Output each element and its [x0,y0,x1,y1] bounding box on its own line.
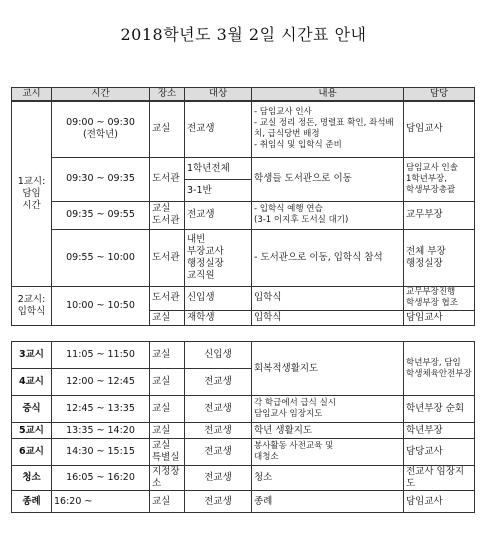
time-cell: 12:00 ~ 12:45 [52,369,150,396]
header-charge: 담당 [404,88,475,102]
content-cell: - 담임교사 인사 - 교실 정리 정돈, 명렬표 확인, 좌석배치, 급식당번 배정 - 취임식 및 입학식 준비 [252,101,404,157]
charge-cell: 담임교사 [404,101,475,157]
header-period: 교시 [12,88,52,102]
table-row [12,396,475,423]
time-cell: 12:45 ~ 13:35 [52,396,150,423]
charge-cell: 전체 부장 행정실장 [404,229,475,286]
time-cell: 16:20 ~ [52,491,150,513]
time-cell: 13:35 ~ 14:20 [52,423,150,439]
place-cell: 교실 [150,342,185,369]
place-cell: 교실 [150,396,185,423]
target-cell: 전교생 [185,491,252,513]
charge-cell: 담임교사 인솔 1학년부장, 학생부장총괄 [404,157,475,201]
period-cell: 4교시 [12,369,52,396]
place-cell: 교실 [150,369,185,396]
content-cell: 회복적생활지도 [252,342,404,396]
period-cell: 종례 [12,491,52,513]
target-cell: 전교생 [185,101,252,157]
place-cell: 교실 [150,423,185,439]
place-cell: 교실 [150,310,185,325]
table-row [12,286,475,310]
target-sub-b: 3-1반 [187,184,212,196]
schedule-table-afternoon [11,341,475,513]
page-title: 2018학년도 3월 2일 시간표 안내 [120,25,367,44]
target-cell: 신입생 [185,342,252,369]
target-cell: 재학생 [185,310,252,325]
content-cell: 각 학급에서 급식 실시 담임교사 임장지도 [252,396,404,423]
content-cell: 청소 [252,466,404,491]
table-row [12,157,475,201]
target-cell: 내빈 부장교사 행정실장 교직원 [185,229,252,286]
time-cell: 11:05 ~ 11:50 [52,342,150,369]
header-target: 대상 [185,88,252,102]
place-cell: 지정장소 [150,466,185,491]
place-cell: 도서관 [150,229,185,286]
period-cell: 3교시 [12,342,52,369]
content-cell: 종례 [252,491,404,513]
content-cell: - 도서관으로 이동, 입학식 참석 [252,229,404,286]
table-row [12,201,475,229]
charge-cell: 담당교사 [404,439,475,466]
time-cell: 16:05 ~ 16:20 [52,466,150,491]
charge-cell: 학년부장 [404,423,475,439]
time-cell: 14:30 ~ 15:15 [52,439,150,466]
time-cell: 09:55 ~ 10:00 [52,229,150,286]
place-cell: 도서관 [150,157,185,201]
target-cell: 신입생 [185,286,252,310]
content-cell: - 입학식 예행 연습 (3-1 이지후 도서실 대기) [252,201,404,229]
header-row [12,88,475,102]
period-cell: 2교시: 입학식 [12,286,52,325]
table-row [12,342,475,369]
table-row [12,466,475,491]
table-row [12,439,475,466]
place-cell: 교실 [150,491,185,513]
period-cell: 청소 [12,466,52,491]
period-cell: 중식 [12,396,52,423]
table-row [12,491,475,513]
charge-cell: 담임교사 [404,310,475,325]
charge-cell: 교무부장진행 학생부장 협조 [404,286,475,310]
table-row [12,101,475,157]
header-time: 시간 [52,88,150,102]
header-place: 장소 [150,88,185,102]
charge-cell: 학년부장 순회 [404,396,475,423]
target-cell: 전교생 [185,396,252,423]
charge-cell: 담임교사 [404,491,475,513]
period-cell: 1교시: 담임 시간 [12,101,52,286]
schedule-table-morning [11,87,475,326]
target-cell: 전교생 [185,466,252,491]
content-cell: 학년 생활지도 [252,423,404,439]
target-cell: 전교생 [185,439,252,466]
target-cell: 전교생 [185,201,252,229]
place-cell: 도서관 [150,286,185,310]
table-row [12,423,475,439]
place-cell: 교실 [150,101,185,157]
content-cell: 봉사활동 사전교육 및 대청소 [252,439,404,466]
content-cell: 입학식 [252,286,404,310]
content-cell: 학생들 도서관으로 이동 [252,157,404,201]
table-row [12,229,475,286]
place-cell: 교실 특별실 [150,439,185,466]
time-cell: 09:30 ~ 09:35 [52,157,150,201]
charge-cell: 교무부장 [404,201,475,229]
target-cell: 전교생 [185,369,252,396]
content-cell: 입학식 [252,310,404,325]
target-cell: 전교생 [185,423,252,439]
time-cell: 09:00 ~ 09:30 (전학년) [52,101,150,157]
charge-cell: 학년부장, 담임 학생체육안전부장 [404,342,475,396]
charge-cell: 전교사 임장지도 [404,466,475,491]
time-cell: 10:00 ~ 10:50 [52,286,150,325]
header-content: 내용 [252,88,404,102]
target-sub-a: 1학년전체 [185,158,251,180]
period-cell: 5교시 [12,423,52,439]
period-cell: 6교시 [12,439,52,466]
target-cell [185,157,252,201]
time-cell: 09:35 ~ 09:55 [52,201,150,229]
place-cell: 교실 도서관 [150,201,185,229]
